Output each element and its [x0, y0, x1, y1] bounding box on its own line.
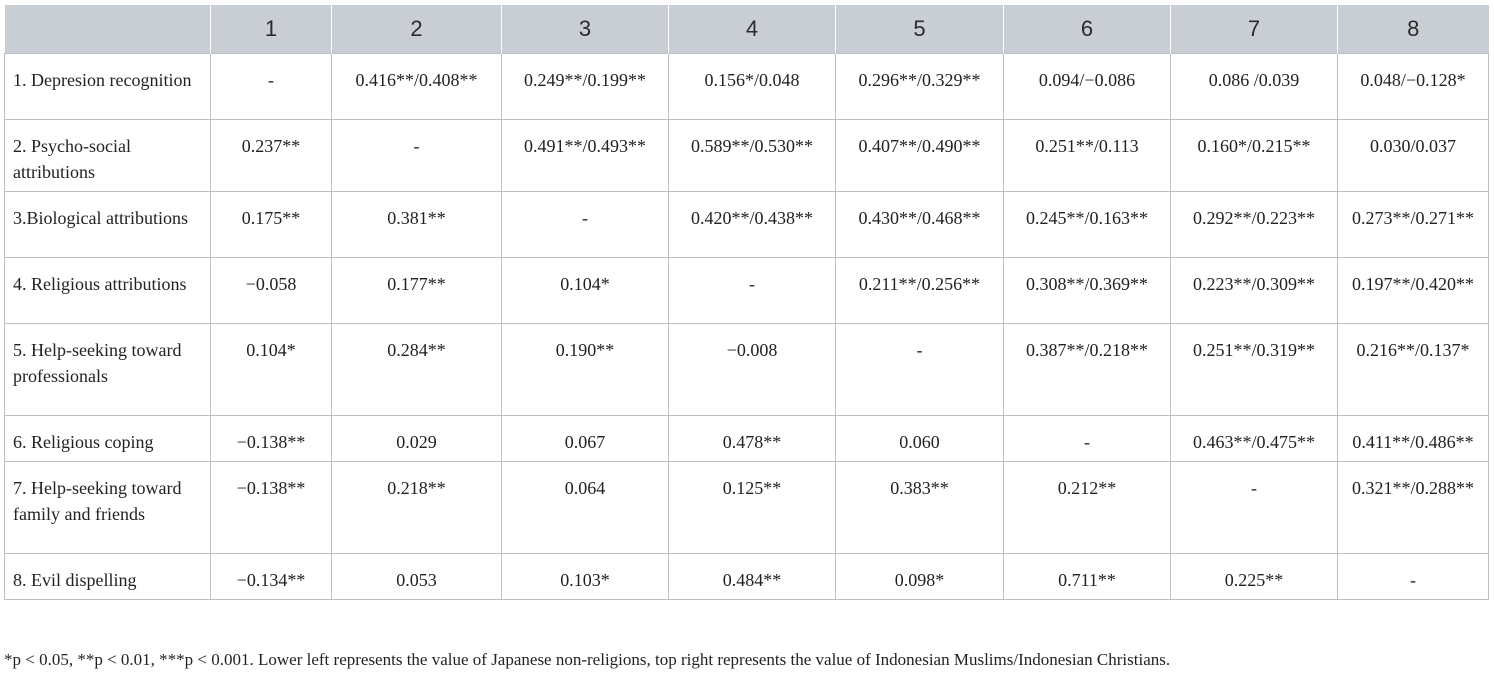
table-cell: 0.383** — [836, 462, 1004, 554]
column-header: 7 — [1171, 5, 1338, 54]
table-row — [5, 54, 1489, 120]
table-cell: 0.053 — [332, 554, 502, 600]
table-cell: 0.197**/0.420** — [1338, 258, 1489, 324]
table-cell: 0.249**/0.199** — [502, 54, 669, 120]
table-cell: 0.190** — [502, 324, 669, 416]
table-row — [5, 416, 1489, 462]
table-cell: 0.484** — [669, 554, 836, 600]
table-cell: - — [211, 54, 332, 120]
correlation-table-container — [4, 5, 1488, 600]
column-header: 1 — [211, 5, 332, 54]
table-cell: −0.008 — [669, 324, 836, 416]
table-cell: 0.416**/0.408** — [332, 54, 502, 120]
table-cell: 0.160*/0.215** — [1171, 120, 1338, 192]
table-cell: - — [1338, 554, 1489, 600]
table-cell: 0.251**/0.319** — [1171, 324, 1338, 416]
table-cell: 0.407**/0.490** — [836, 120, 1004, 192]
table-cell: 0.094/−0.086 — [1004, 54, 1171, 120]
header-row — [5, 5, 1489, 54]
table-footnote: *p < 0.05, **p < 0.01, ***p < 0.001. Lower left represents the value of Japanese non-religions, top right represents the value of Indonesian Muslims/Indonesian Christians. — [4, 650, 1171, 669]
table-cell: 0.711** — [1004, 554, 1171, 600]
table-cell: 0.284** — [332, 324, 502, 416]
table-cell: 0.296**/0.329** — [836, 54, 1004, 120]
table-cell: 0.067 — [502, 416, 669, 462]
table-cell: 0.086 /0.039 — [1171, 54, 1338, 120]
table-cell: 0.292**/0.223** — [1171, 192, 1338, 258]
table-cell: 0.156*/0.048 — [669, 54, 836, 120]
table-cell: 0.048/−0.128* — [1338, 54, 1489, 120]
table-cell: 0.216**/0.137* — [1338, 324, 1489, 416]
table-cell: 0.060 — [836, 416, 1004, 462]
table-cell: 0.211**/0.256** — [836, 258, 1004, 324]
table-cell: 0.491**/0.493** — [502, 120, 669, 192]
table-cell: 0.177** — [332, 258, 502, 324]
table-cell: 0.212** — [1004, 462, 1171, 554]
correlation-table — [4, 5, 1489, 600]
table-cell: 0.589**/0.530** — [669, 120, 836, 192]
table-cell: 0.104* — [211, 324, 332, 416]
row-label: 1. Depresion recognition — [5, 54, 211, 120]
column-header: 2 — [332, 5, 502, 54]
table-cell: −0.138** — [211, 416, 332, 462]
table-cell: 0.321**/0.288** — [1338, 462, 1489, 554]
table-cell: 0.029 — [332, 416, 502, 462]
table-row — [5, 324, 1489, 416]
column-header: 4 — [669, 5, 836, 54]
table-cell: 0.478** — [669, 416, 836, 462]
table-cell: 0.463**/0.475** — [1171, 416, 1338, 462]
table-cell: - — [332, 120, 502, 192]
table-cell: 0.251**/0.113 — [1004, 120, 1171, 192]
table-cell: - — [1004, 416, 1171, 462]
row-label: 8. Evil dispelling — [5, 554, 211, 600]
table-cell: 0.225** — [1171, 554, 1338, 600]
row-label: 4. Religious attributions — [5, 258, 211, 324]
table-cell: 0.064 — [502, 462, 669, 554]
table-cell: 0.104* — [502, 258, 669, 324]
column-header: 5 — [836, 5, 1004, 54]
table-row — [5, 554, 1489, 600]
table-row — [5, 462, 1489, 554]
column-header: 6 — [1004, 5, 1171, 54]
table-cell: −0.138** — [211, 462, 332, 554]
table-cell: - — [502, 192, 669, 258]
table-cell: 0.420**/0.438** — [669, 192, 836, 258]
table-cell: 0.218** — [332, 462, 502, 554]
table-cell: −0.058 — [211, 258, 332, 324]
row-label: 6. Religious coping — [5, 416, 211, 462]
table-cell: −0.134** — [211, 554, 332, 600]
row-label: 2. Psycho-social attributions — [5, 120, 211, 192]
table-cell: 0.245**/0.163** — [1004, 192, 1171, 258]
table-cell: 0.237** — [211, 120, 332, 192]
table-cell: 0.411**/0.486** — [1338, 416, 1489, 462]
table-cell: 0.387**/0.218** — [1004, 324, 1171, 416]
row-label: 7. Help-seeking toward family and friends — [5, 462, 211, 554]
column-header: 3 — [502, 5, 669, 54]
table-cell: - — [1171, 462, 1338, 554]
table-cell: 0.103* — [502, 554, 669, 600]
column-header: 8 — [1338, 5, 1489, 54]
table-cell: 0.175** — [211, 192, 332, 258]
table-row — [5, 192, 1489, 258]
table-cell: 0.430**/0.468** — [836, 192, 1004, 258]
table-cell: 0.308**/0.369** — [1004, 258, 1171, 324]
table-cell: - — [669, 258, 836, 324]
table-cell: 0.273**/0.271** — [1338, 192, 1489, 258]
table-row — [5, 120, 1489, 192]
table-cell: 0.381** — [332, 192, 502, 258]
table-cell: 0.098* — [836, 554, 1004, 600]
table-row — [5, 258, 1489, 324]
corner-header — [5, 5, 211, 54]
table-cell: - — [836, 324, 1004, 416]
row-label: 3.Biological attributions — [5, 192, 211, 258]
table-cell: 0.125** — [669, 462, 836, 554]
table-cell: 0.223**/0.309** — [1171, 258, 1338, 324]
table-cell: 0.030/0.037 — [1338, 120, 1489, 192]
row-label: 5. Help-seeking toward professionals — [5, 324, 211, 416]
